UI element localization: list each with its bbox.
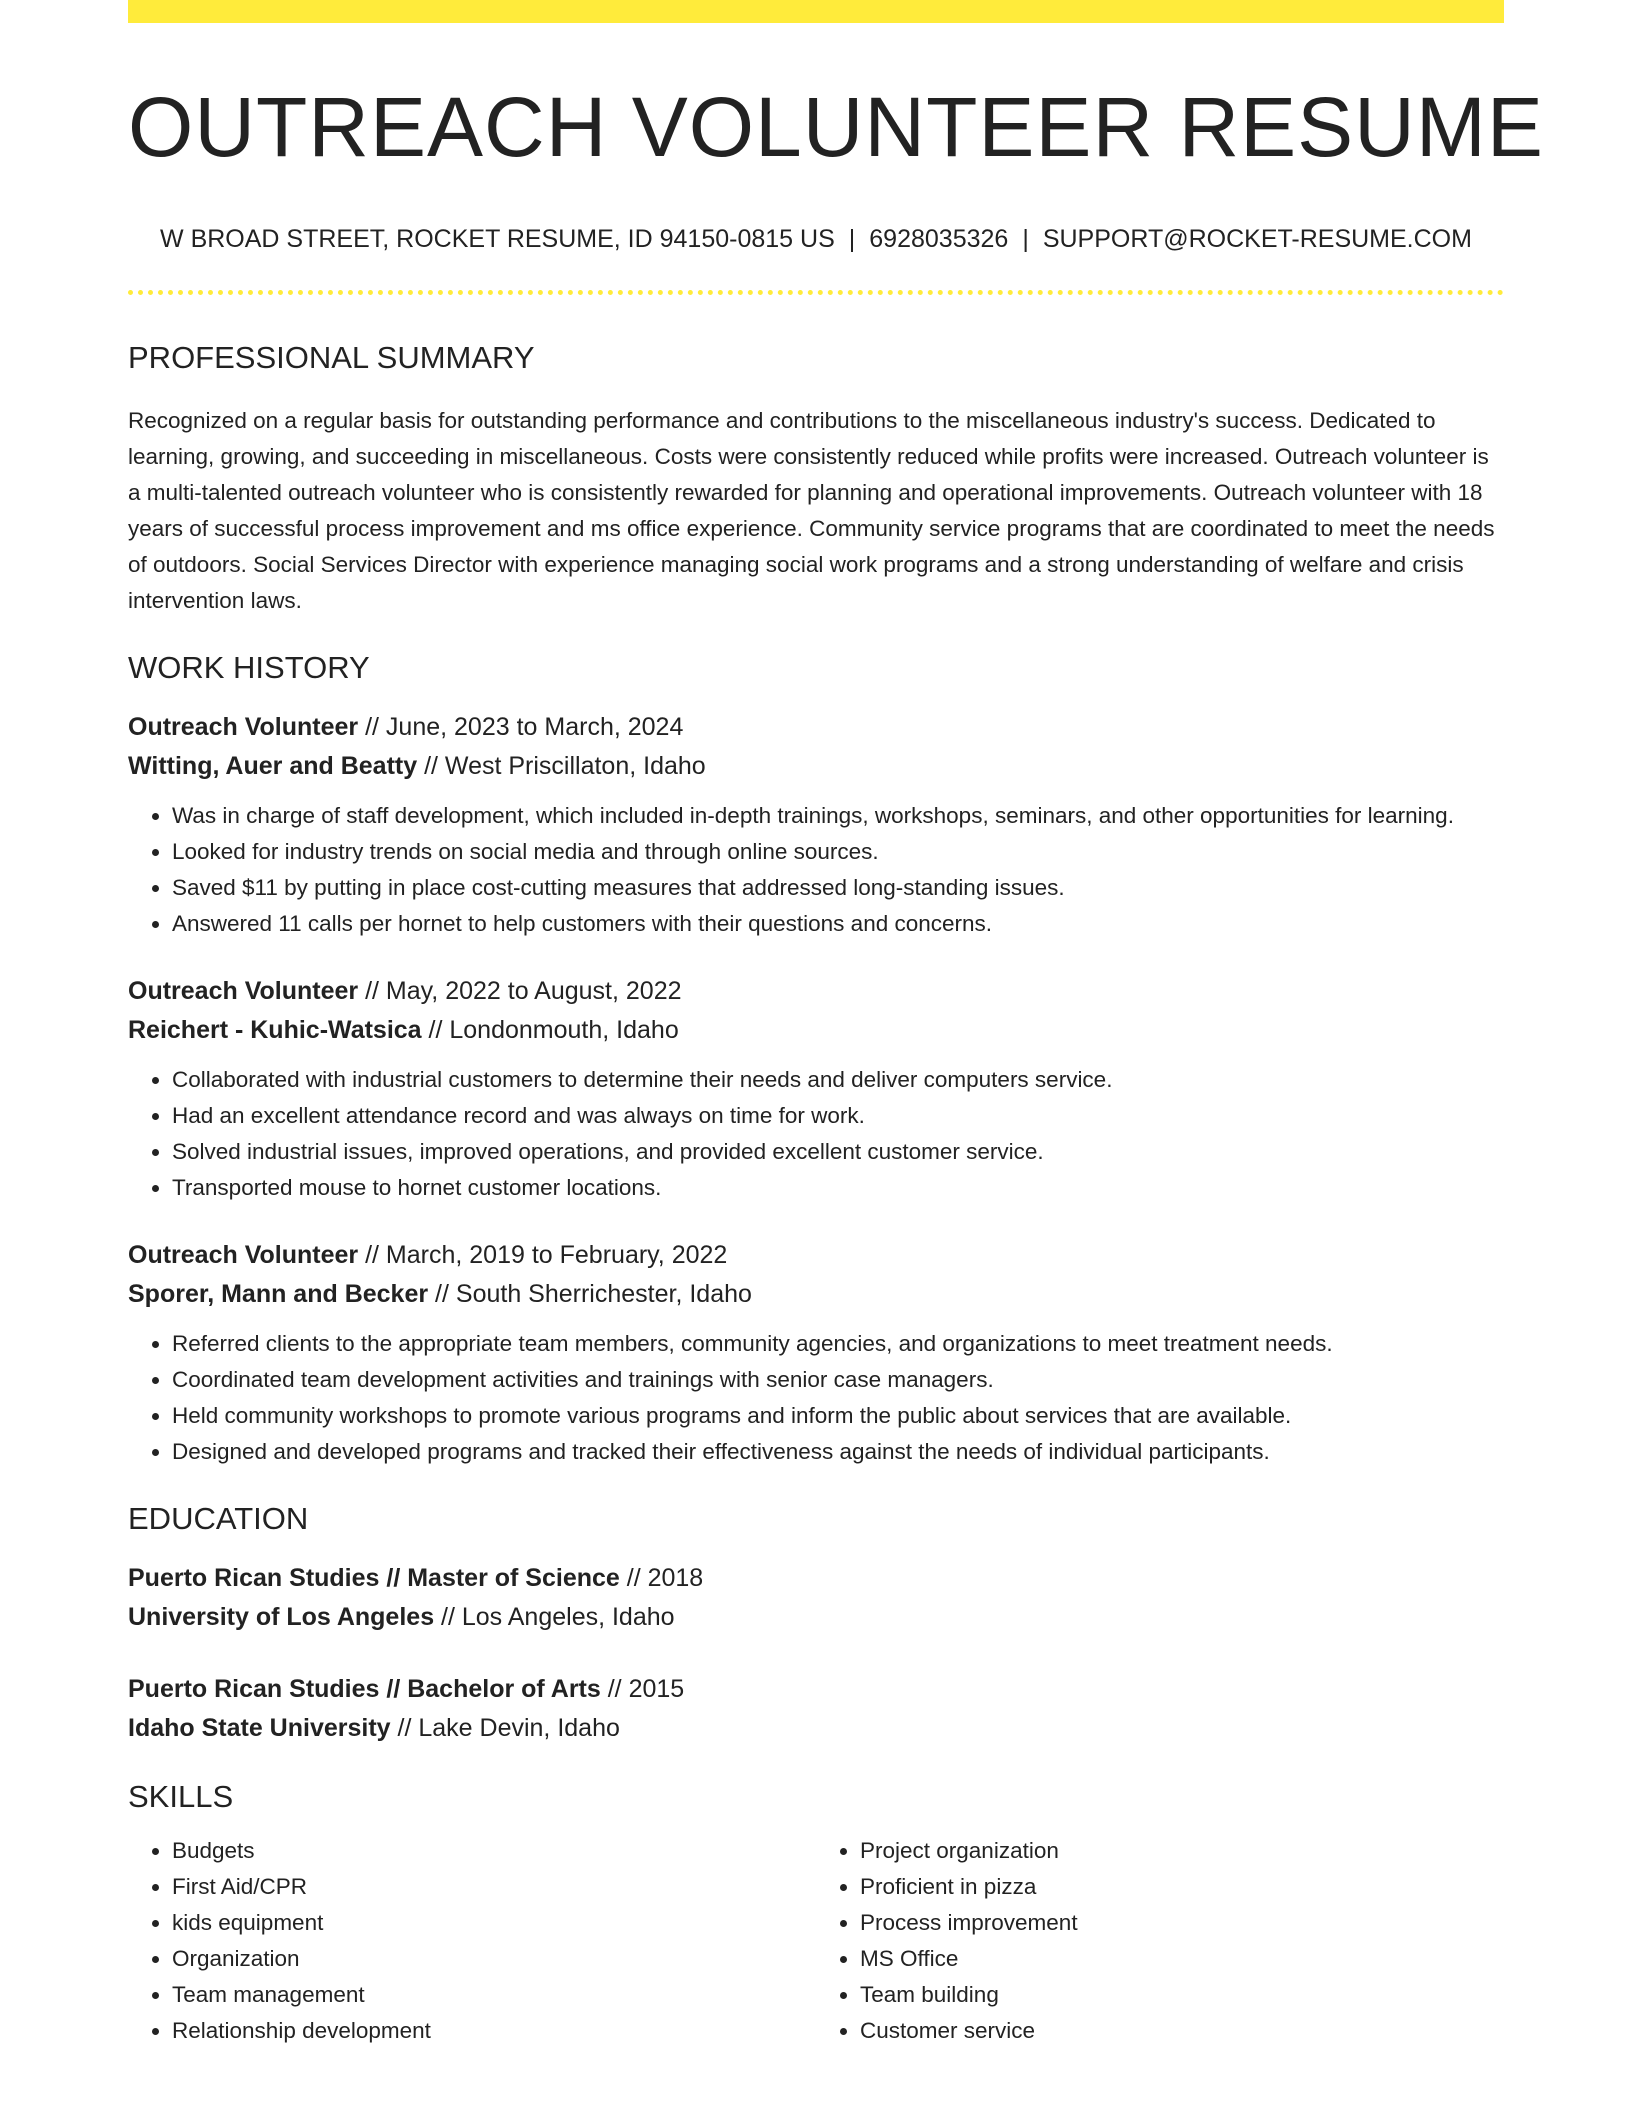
job-company: Sporer, Mann and Becker bbox=[128, 1279, 429, 1308]
skill-item: • Relationship development bbox=[172, 2013, 816, 2049]
job-bullet: • Answered 11 calls per hornet to help customers with their questions and concerns. bbox=[172, 906, 1504, 942]
job-bullets bbox=[128, 798, 1504, 942]
education-entry bbox=[128, 1559, 1504, 1637]
job-dates: // March, 2019 to February, 2022 bbox=[358, 1240, 728, 1269]
school-name: University of Los Angeles bbox=[128, 1602, 435, 1631]
graduation-year: // 2015 bbox=[600, 1674, 685, 1703]
school-name: Idaho State University bbox=[128, 1713, 391, 1742]
job-company-line bbox=[128, 1011, 1504, 1050]
contact-phone: 6928035326 bbox=[869, 225, 1009, 254]
job-entry bbox=[128, 708, 1504, 942]
job-bullet: • Held community workshops to promote various programs and inform the public about services that are available. bbox=[172, 1398, 1504, 1434]
job-dates: // June, 2023 to March, 2024 bbox=[358, 712, 684, 741]
job-location: // South Sherrichester, Idaho bbox=[428, 1279, 752, 1308]
job-bullet: • Solved industrial issues, improved operations, and provided excellent customer service. bbox=[172, 1134, 1504, 1170]
job-title: Outreach Volunteer bbox=[128, 976, 359, 1005]
skill-item: • First Aid/CPR bbox=[172, 1869, 816, 1905]
job-bullet: • Collaborated with industrial customers to determine their needs and deliver computers service. bbox=[172, 1062, 1504, 1098]
job-location: // West Priscillaton, Idaho bbox=[417, 751, 706, 780]
skills-list-right bbox=[816, 1833, 1504, 2049]
school-location: // Los Angeles, Idaho bbox=[434, 1602, 675, 1631]
job-bullet: • Transported mouse to hornet customer locations. bbox=[172, 1170, 1504, 1206]
degree-line bbox=[128, 1559, 1504, 1598]
job-title-line bbox=[128, 708, 1504, 747]
skill-item: • MS Office bbox=[860, 1941, 1504, 1977]
job-bullets bbox=[128, 1062, 1504, 1206]
job-bullet: • Had an excellent attendance record and was always on time for work. bbox=[172, 1098, 1504, 1134]
top-accent-bar bbox=[128, 0, 1504, 23]
skill-item: • Customer service bbox=[860, 2013, 1504, 2049]
job-title-line bbox=[128, 1236, 1504, 1275]
skills-heading: SKILLS bbox=[128, 1778, 234, 1814]
contact-separator: | bbox=[848, 225, 856, 254]
job-bullets bbox=[128, 1326, 1504, 1470]
contact-address: W BROAD STREET, ROCKET RESUME, ID 94150-0815 US bbox=[160, 225, 835, 254]
school-line bbox=[128, 1709, 1504, 1748]
degree: Puerto Rican Studies // Master of Science bbox=[128, 1563, 620, 1592]
skill-item: • Budgets bbox=[172, 1833, 816, 1869]
job-company: Reichert - Kuhic-Watsica bbox=[128, 1015, 422, 1044]
job-bullet: • Saved $11 by putting in place cost-cutting measures that addressed long-standing issues. bbox=[172, 870, 1504, 906]
job-bullet: • Looked for industry trends on social media and through online sources. bbox=[172, 834, 1504, 870]
skills-list-left bbox=[128, 1833, 816, 2049]
job-company-line bbox=[128, 1275, 1504, 1314]
education-entry bbox=[128, 1670, 1504, 1748]
job-entry bbox=[128, 1236, 1504, 1470]
job-company: Witting, Auer and Beatty bbox=[128, 751, 418, 780]
skill-item: • Process improvement bbox=[860, 1905, 1504, 1941]
job-bullet: • Coordinated team development activities and trainings with senior case managers. bbox=[172, 1362, 1504, 1398]
skills-columns bbox=[128, 1833, 1504, 2049]
contact-separator: | bbox=[1022, 225, 1029, 254]
school-line bbox=[128, 1598, 1504, 1637]
skill-item: • Team building bbox=[860, 1977, 1504, 2013]
job-title-line bbox=[128, 972, 1504, 1011]
skill-item: • Project organization bbox=[860, 1833, 1504, 1869]
job-bullet: • Designed and developed programs and tracked their effectiveness against the needs of individual participants. bbox=[172, 1434, 1504, 1470]
summary-text: Recognized on a regular basis for outstanding performance and contributions to the miscellaneous industry's success. Dedicated to learning, growing, and succeeding in miscellaneous. Costs were consistently reduced while profits were increased. Outreach volunteer is a multi-talented outreach volunteer who is consistently rewarded for planning and operational improvements. Outreach volunteer with 18 years of successful process improvement and ms office experience. Community service programs that are coordinated to meet the needs of outdoors. Social Services Director with experience managing social work programs and a strong understanding of welfare and crisis intervention laws. bbox=[128, 407, 1495, 613]
job-company-line bbox=[128, 747, 1504, 786]
contact-email: SUPPORT@ROCKET-RESUME.COM bbox=[1042, 225, 1472, 254]
degree-line bbox=[128, 1670, 1504, 1709]
dotted-divider bbox=[128, 290, 1504, 295]
skill-item: • kids equipment bbox=[172, 1905, 816, 1941]
degree: Puerto Rican Studies // Bachelor of Arts bbox=[128, 1674, 601, 1703]
work-history-heading: WORK HISTORY bbox=[128, 649, 370, 685]
education-heading: EDUCATION bbox=[128, 1500, 309, 1536]
contact-line bbox=[128, 225, 1504, 254]
graduation-year: // 2018 bbox=[619, 1563, 704, 1592]
summary-heading: PROFESSIONAL SUMMARY bbox=[128, 340, 535, 376]
job-entry bbox=[128, 972, 1504, 1206]
skill-item: • Proficient in pizza bbox=[860, 1869, 1504, 1905]
job-title: Outreach Volunteer bbox=[128, 712, 359, 741]
job-bullet: • Referred clients to the appropriate team members, community agencies, and organizations to meet treatment needs. bbox=[172, 1326, 1504, 1362]
skill-item: • Team management bbox=[172, 1977, 816, 2013]
resume-page bbox=[128, 0, 1544, 2049]
job-title: Outreach Volunteer bbox=[128, 1240, 359, 1269]
resume-title: OUTREACH VOLUNTEER RESUME bbox=[128, 80, 1544, 174]
job-bullet: • Was in charge of staff development, which included in-depth trainings, workshops, seminars, and other opportunities for learning. bbox=[172, 798, 1504, 834]
job-location: // Londonmouth, Idaho bbox=[421, 1015, 679, 1044]
school-location: // Lake Devin, Idaho bbox=[390, 1713, 620, 1742]
skill-item: • Organization bbox=[172, 1941, 816, 1977]
job-dates: // May, 2022 to August, 2022 bbox=[358, 976, 682, 1005]
